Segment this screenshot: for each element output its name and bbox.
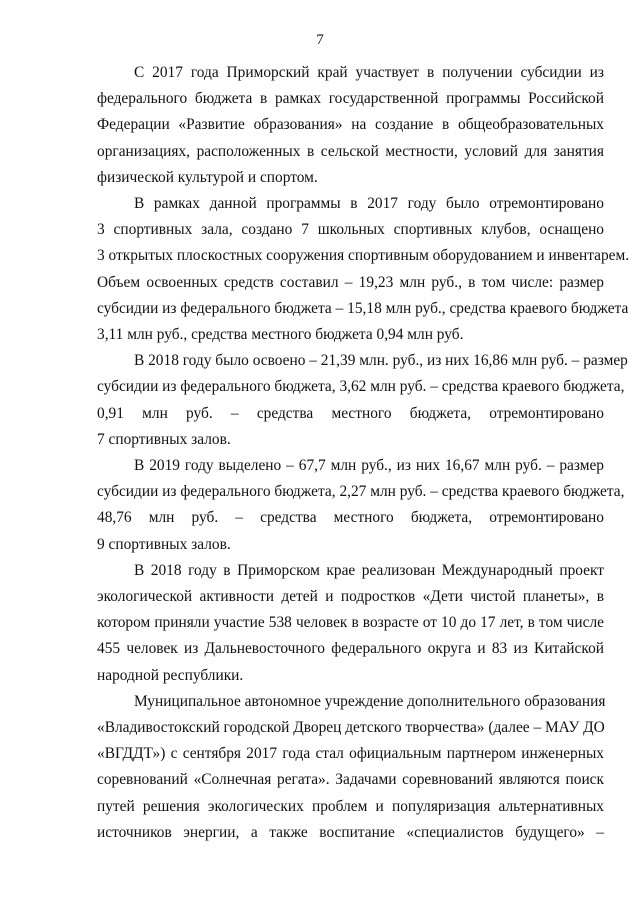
text-line: котором приняли участие 538 человек в возрасте от 10 до 17 лет, в том числе [97, 614, 604, 632]
paragraph [97, 453, 625, 558]
text-line: 455 человек из Дальневосточного федерального округа и 83 из Китайской [97, 640, 604, 658]
text-line: Объем освоенных средств составил – 19,23 млн руб., в том числе: размер [97, 273, 604, 291]
text-line: народной республики. [97, 666, 244, 684]
text-line: субсидии из федерального бюджета, 3,62 млн руб. – средства краевого бюджета, [97, 378, 625, 396]
paragraph [97, 348, 628, 453]
text-line: 3 спортивных зала, создано 7 школьных спортивных клубов, оснащено [97, 221, 604, 239]
text-line: 3,11 млн руб., средства местного бюджета 0,94 млн руб. [97, 326, 464, 344]
text-line: В 2018 году в Приморском крае реализован Международный проект [134, 561, 604, 579]
text-line: источников энергии, а также воспитание «специалистов будущего» – [97, 823, 604, 841]
paragraph [97, 191, 630, 348]
text-line: путей решения экологических проблем и популяризация альтернативных [97, 797, 604, 815]
text-line: 0,91 млн руб. – средства местного бюджета, отремонтировано [97, 404, 604, 422]
text-line: «ВГДДТ») с сентября 2017 года стал официальным партнером инженерных [97, 745, 604, 763]
text-line: 48,76 млн руб. – средства местного бюджета, отремонтировано [97, 509, 604, 527]
text-line: В 2019 году выделено – 67,7 млн руб., из них 16,67 млн руб. – размер [134, 457, 604, 475]
text-line: В 2018 году было освоено – 21,39 млн. руб., из них 16,86 млн руб. – размер [134, 352, 628, 370]
text-line: «Владивостокский городской Дворец детского творчества» (далее – МАУ ДО [97, 719, 605, 737]
document-body [97, 60, 630, 846]
text-line: федерального бюджета в рамках государственной программы Российской [97, 90, 604, 108]
text-line: экологической активности детей и подростков «Дети чистой планеты», в [97, 588, 604, 606]
text-line: Федерации «Развитие образования» на создание в общеобразовательных [97, 116, 604, 134]
text-line: 7 спортивных залов. [97, 430, 231, 448]
paragraph [97, 60, 604, 191]
text-line: соревнований «Солнечная регата». Задачами соревнований являются поиск [97, 771, 604, 789]
text-line: 9 спортивных залов. [97, 535, 231, 553]
text-line: субсидии из федерального бюджета – 15,18 млн руб., средства краевого бюджета [97, 299, 629, 317]
text-line: субсидии из федерального бюджета, 2,27 млн руб. – средства краевого бюджета, [97, 483, 625, 501]
text-line: С 2017 года Приморский край участвует в получении субсидии из [134, 64, 604, 81]
page-number: 7 [316, 32, 324, 48]
text-line: физической культурой и спортом. [97, 168, 318, 186]
text-line: Муниципальное автономное учреждение дополнительного образования [134, 692, 606, 710]
paragraph [97, 558, 604, 689]
text-line: В рамках данной программы в 2017 году было отремонтировано [134, 195, 604, 213]
paragraph [97, 689, 604, 846]
text-line: 3 открытых плоскостных сооружения спортивным оборудованием и инвентарем. [97, 247, 630, 265]
text-line: организациях, расположенных в сельской местности, условий для занятия [97, 142, 604, 160]
